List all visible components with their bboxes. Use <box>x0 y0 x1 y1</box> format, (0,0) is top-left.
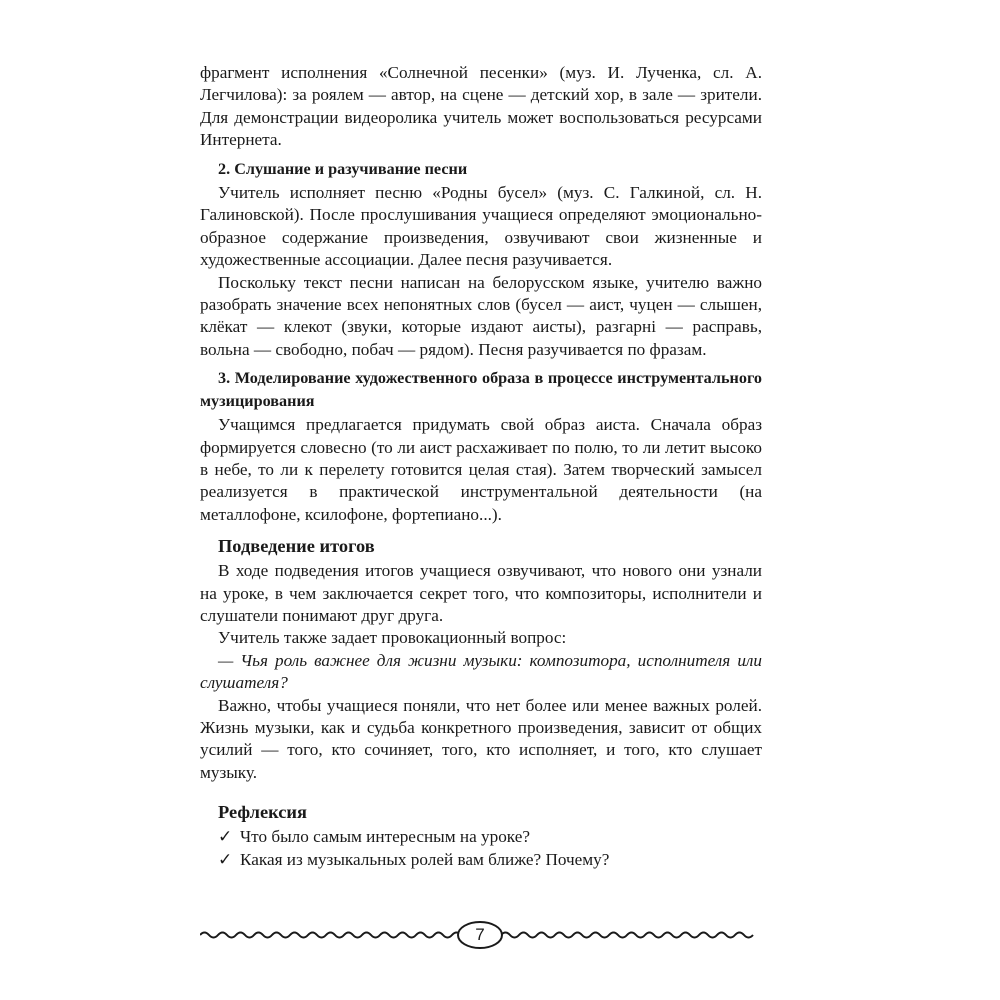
summary-paragraph-2: Учитель также задает провокационный вопрос: <box>218 628 567 648</box>
section-2-paragraph-1: Учитель исполняет песню «Родны бусел» (муз. С. Галкиной, сл. Н. Галиновской). После прослушивания учащиеся определяют эмоционально-образное содержание произведения, озвучивают свои жизненные и художественные ассоциации. Далее песня разучивается. <box>200 183 762 270</box>
section-3-title: 3. Моделирование художественного образа в процессе инструментального музицирования <box>200 369 762 410</box>
summary-paragraph-1: В ходе подведения итогов учащиеся озвучивают, что нового они узнали на уроке, в чем заключается секрет того, что композиторы, исполнители и слушатели понимают друг друга. <box>200 561 762 625</box>
summary-heading: Подведение итогов <box>218 536 375 557</box>
checkmark-icon: ✓ <box>218 849 233 869</box>
reflection-list <box>200 826 762 871</box>
section-3-paragraph-1: Учащимся предлагается придумать свой образ аиста. Сначала образ формируется словесно (то ли аист расхаживает по полю, то ли летит высоко в небе, то ли к перелету готовится целая стая). Затем творческий замысел реализуется в практической инструментальной деятельности (на металлофоне, ксилофоне, фортепиано...). <box>200 415 762 524</box>
section-2-title: 2. Слушание и разучивание песни <box>218 159 468 178</box>
summary-question: — Чья роль важнее для жизни музыки: композитора, исполнителя или слушателя? <box>200 650 762 693</box>
reflection-item-text: Что было самым интересным на уроке? <box>240 827 530 847</box>
list-item <box>218 849 762 871</box>
checkmark-icon: ✓ <box>218 827 233 847</box>
reflection-item-text: Какая из музыкальных ролей вам ближе? Почему? <box>240 849 610 869</box>
page-content <box>200 62 762 871</box>
summary-paragraph-3: Важно, чтобы учащиеся поняли, что нет более или менее важных ролей. Жизнь музыки, как и судьба конкретного произведения, зависит от общих усилий — того, кто сочиняет, того, кто исполняет, и того, кто слушает музыку. <box>200 695 762 782</box>
intro-paragraph: фрагмент исполнения «Солнечной песенки» (муз. И. Лученка, сл. А. Легчилова): за роялем — автор, на сцене — детский хор, в зале — зрители. Для демонстрации видеоролика учитель может воспользоваться ресурсами Интернета. <box>200 63 762 150</box>
page-footer <box>200 918 760 952</box>
reflection-heading: Рефлексия <box>218 802 307 823</box>
list-item <box>218 826 762 848</box>
section-2-paragraph-2: Поскольку текст песни написан на белорусском языке, учителю важно разобрать значение всех непонятных слов (бусел — аист, чуцен — слышен, клёкат — клекот (звуки, которые издают аисты), разгарні — расправь, вольна — свободно, побач — рядом). Песня разучивается по фразам. <box>200 272 762 359</box>
page-number: 7 <box>475 925 485 944</box>
